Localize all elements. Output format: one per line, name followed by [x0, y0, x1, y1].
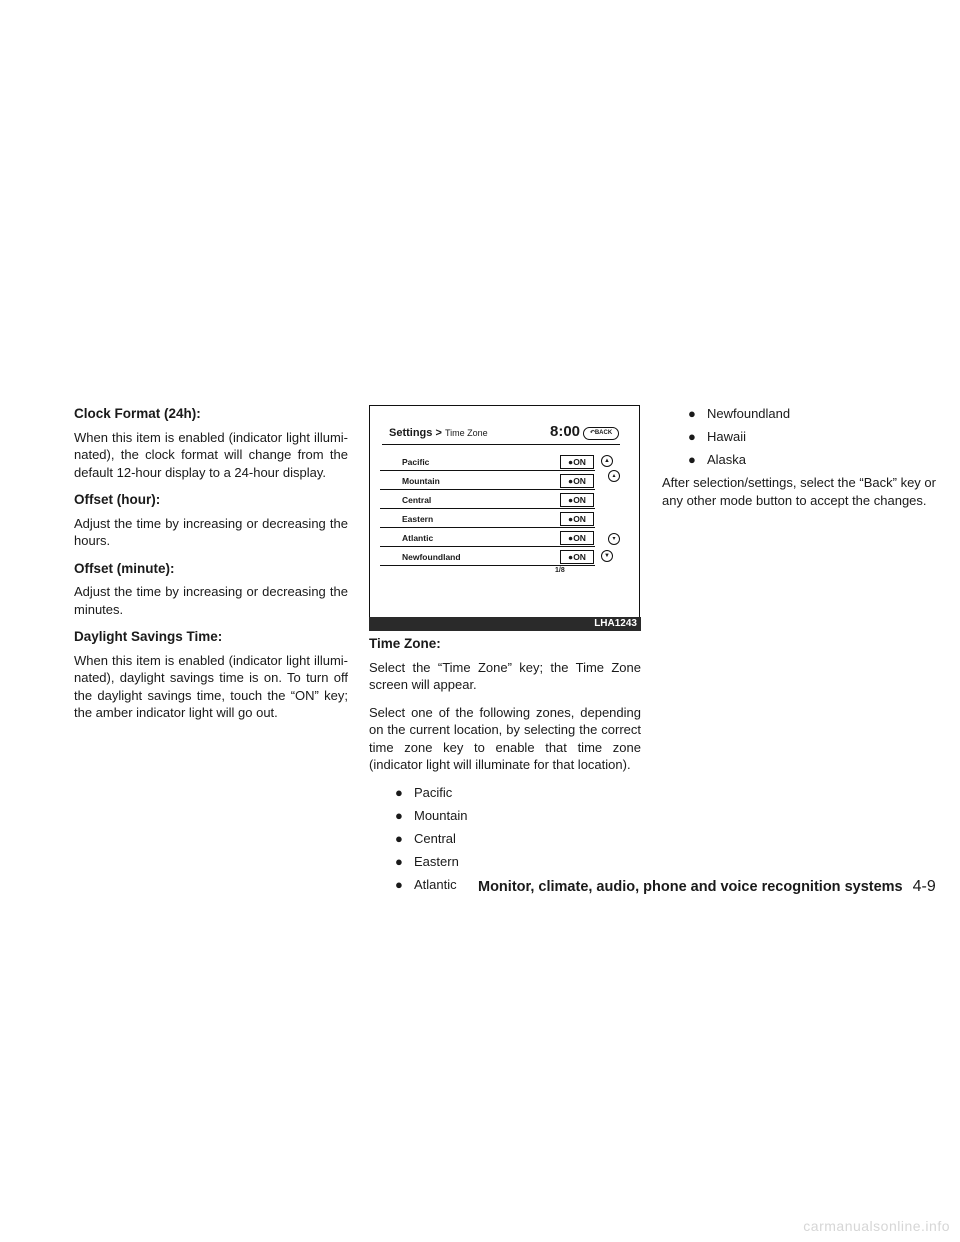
- list-item-label: Pacific: [414, 784, 453, 800]
- screen-title-settings: Settings >: [389, 427, 442, 439]
- on-indicator-label: ON: [573, 495, 586, 505]
- list-item-label: Atlantic: [414, 876, 457, 892]
- right-column: [662, 405, 936, 519]
- list-item-label: Atlantic: [402, 533, 434, 543]
- list-item: [380, 471, 595, 490]
- list-item-label: Central: [402, 495, 432, 505]
- list-item: [683, 405, 936, 423]
- bullet-icon: ●: [395, 876, 403, 892]
- list-item-label: Alaska: [707, 452, 747, 467]
- bullet-icon: ●: [395, 807, 403, 823]
- time-zone-list: [380, 452, 595, 566]
- section-paragraph: Select the “Time Zone” key; the Time Zone screen will appear.: [369, 659, 641, 692]
- zone-list: [390, 784, 641, 894]
- section-paragraph: Adjust the time by increasing or decreasing the minutes.: [74, 584, 348, 617]
- list-item-label: Hawaii: [707, 429, 747, 444]
- list-item: [683, 451, 936, 469]
- list-item-label: Eastern: [402, 514, 434, 524]
- section-heading: Offset (minute):: [74, 560, 175, 576]
- scroll-up-icon: ▴: [608, 470, 620, 482]
- on-indicator: ●ON: [560, 474, 594, 488]
- section-heading: Time Zone:: [369, 636, 441, 651]
- section-paragraph: After selection/settings, select the “Back” key or any other mode button to accept the changes.: [662, 475, 936, 508]
- bullet-icon: ●: [395, 830, 403, 846]
- zone-list: [683, 405, 936, 469]
- list-item: [380, 509, 595, 528]
- on-indicator-label: ON: [573, 514, 586, 524]
- bullet-icon: ●: [688, 429, 696, 444]
- list-item-label: Pacific: [402, 457, 430, 467]
- bullet-icon: ●: [688, 406, 696, 421]
- scroll-top-icon: ▲: [601, 455, 613, 467]
- list-item: [380, 547, 595, 566]
- list-item: [390, 830, 641, 848]
- on-indicator-label: ON: [573, 476, 586, 486]
- footer-section-title: Monitor, climate, audio, phone and voice recognition systems: [478, 879, 903, 895]
- page-number: 4-9: [912, 878, 936, 895]
- page-footer: [478, 878, 938, 896]
- list-item: [390, 784, 641, 802]
- time-zone-screen-figure: [369, 405, 640, 631]
- list-item: [683, 428, 936, 446]
- on-indicator: ●ON: [560, 493, 594, 507]
- screen-divider: [382, 444, 620, 445]
- screen-subtitle: Time Zone: [444, 428, 488, 438]
- screen-title: [389, 427, 488, 439]
- scroll-bottom-icon: ▼: [601, 550, 613, 562]
- list-item-label: Mountain: [402, 476, 440, 486]
- page-indicator: 1/8: [555, 567, 565, 574]
- list-item-label: Newfoundland: [402, 552, 461, 562]
- list-item-label: Central: [414, 830, 456, 846]
- section-paragraph: Select one of the following zones, depending on the current location, by selecting the correct time zone key to enable that time zone (indicator light will illuminate for that location).: [369, 704, 641, 772]
- section-paragraph: Adjust the time by increasing or decreasing the hours.: [74, 515, 348, 548]
- on-indicator: ●ON: [560, 531, 594, 545]
- list-item: [390, 853, 641, 871]
- list-item: [380, 528, 595, 547]
- on-indicator-label: ON: [573, 552, 586, 562]
- left-column: [74, 405, 348, 732]
- on-indicator: ●ON: [560, 512, 594, 526]
- bullet-icon: ●: [688, 452, 696, 467]
- scroll-down-icon: ▾: [608, 533, 620, 545]
- list-item-label: Eastern: [414, 853, 459, 869]
- list-item: [390, 807, 641, 825]
- on-indicator: ●ON: [560, 455, 594, 469]
- section-heading: Daylight Savings Time:: [74, 629, 223, 644]
- list-item-label: Newfoundland: [707, 406, 791, 421]
- bullet-icon: ●: [395, 784, 403, 800]
- section-heading: Clock Format (24h):: [74, 406, 201, 421]
- on-indicator-label: ON: [573, 533, 586, 543]
- section-paragraph: When this item is enabled (indicator light illumi- nated), the clock format will change from the default 12-hour display to a 24-hour display.: [74, 429, 348, 480]
- middle-column: [369, 635, 641, 899]
- section-paragraph: When this item is enabled (indicator light illumi- nated), daylight savings time is on. To turn off the daylight savings time, touch the “ON” key; the amber indicator light will go out.: [74, 652, 348, 720]
- on-indicator: ●ON: [560, 550, 594, 564]
- list-item-label: Mountain: [414, 807, 468, 823]
- bullet-icon: ●: [395, 853, 403, 869]
- list-item: [380, 452, 595, 471]
- screen-clock: 8:00: [550, 423, 581, 440]
- figure-caption: LHA1243: [369, 617, 641, 631]
- back-button-label: BACK: [594, 430, 613, 436]
- section-heading: Offset (hour):: [74, 492, 161, 507]
- watermark: carmanualsonline.info: [803, 1218, 950, 1234]
- back-button: ↶BACK: [583, 427, 619, 440]
- list-item: [380, 490, 595, 509]
- on-indicator-label: ON: [573, 457, 586, 467]
